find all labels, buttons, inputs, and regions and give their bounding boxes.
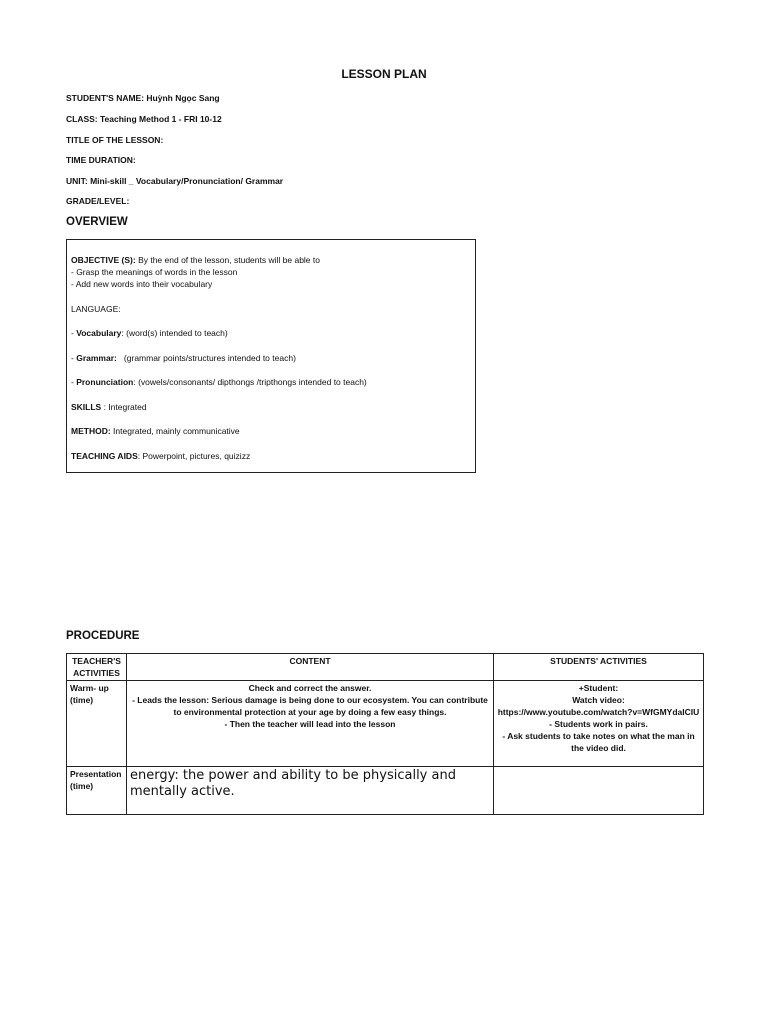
header-content: CONTENT [127, 654, 494, 681]
content-cell [127, 681, 494, 767]
content-line: energy: the power and ability to be physically and mentally active. [130, 768, 456, 799]
method-label: METHOD: [71, 426, 111, 436]
stage-cell [67, 767, 127, 815]
procedure-header-row [67, 654, 704, 681]
content-cell [127, 767, 494, 815]
students-line: Watch video: [572, 695, 625, 705]
students-line: - Ask students to take notes on what the man in the video did. [502, 731, 695, 753]
pronunciation-line [71, 376, 471, 388]
class-field: CLASS: Teaching Method 1 - FRI 10-12 [66, 114, 222, 124]
students-line: - Students work in pairs. [549, 719, 648, 729]
stage-time: (time) [70, 695, 94, 705]
stage-time: (time) [70, 781, 94, 791]
overview-box [66, 239, 476, 473]
teaching-aids-label: TEACHING AIDS [71, 450, 138, 461]
content-line: Check and correct the answer. [248, 683, 372, 693]
grade-level-field: GRADE/LEVEL: [66, 196, 130, 206]
method-line [71, 425, 471, 437]
content-line: - Leads the lesson: Serious damage is being done to our ecosystem. You can contribute to environmental protection at your age by doing a few easy things. [132, 695, 488, 717]
grammar-label: Grammar: [76, 352, 117, 363]
objective-line [71, 254, 471, 266]
objective-item: - Grasp the meanings of words in the lesson [71, 267, 238, 277]
page-title: LESSON PLAN [341, 67, 427, 81]
skills-text: : Integrated [101, 401, 147, 412]
pronunciation-label: Pronunciation [76, 377, 134, 387]
vocabulary-prefix: - [71, 328, 77, 338]
pronunciation-text: : (vowels/consonants/ dipthongs /tripthongs intended to teach) [133, 377, 367, 387]
vocabulary-line [71, 327, 471, 339]
language-label: LANGUAGE: [71, 303, 121, 314]
stage-cell [67, 681, 127, 767]
grammar-text: (grammar points/structures intended to teach) [116, 352, 296, 363]
stage-name: Warm- up [70, 683, 109, 693]
header-students-activities: STUDENTS' ACTIVITIES [494, 654, 704, 681]
students-cell [494, 767, 704, 815]
skills-label: SKILLS [71, 401, 102, 412]
method-text: Integrated, mainly communicative [110, 426, 240, 436]
vocabulary-label: Vocabulary [76, 328, 122, 338]
procedure-heading: PROCEDURE [66, 630, 140, 642]
video-link[interactable]: https://www.youtube.com/watch?v=WfGMYdaICIU [497, 707, 700, 717]
objective-label: OBJECTIVE (S): [71, 255, 136, 265]
grammar-line [71, 352, 471, 364]
vocabulary-text: : (word(s) intended to teach) [121, 328, 228, 338]
table-row [67, 681, 704, 767]
pronunciation-prefix: - [71, 377, 77, 387]
lesson-title-field: TITLE OF THE LESSON: [66, 135, 164, 145]
objective-text: By the end of the lesson, students will be able to [135, 255, 320, 265]
unit-field: UNIT: Mini-skill _ Vocabulary/Pronunciation/ Grammar [66, 176, 284, 186]
students-line: +Student: [578, 683, 619, 693]
overview-heading: OVERVIEW [66, 216, 128, 228]
skills-line [71, 401, 471, 413]
stage-name: Presentation [70, 769, 122, 779]
student-name-field: STUDENT'S NAME: Huỳnh Ngọc Sang [66, 93, 220, 103]
time-duration-field: TIME DURATION: [66, 155, 136, 165]
objective-item: - Add new words into their vocabulary [71, 279, 213, 289]
procedure-table [66, 653, 704, 815]
grammar-prefix: - [71, 352, 77, 363]
students-cell [494, 681, 704, 767]
content-line: - Then the teacher will lead into the lesson [224, 719, 396, 729]
teaching-aids-line [71, 450, 471, 462]
teaching-aids-text: : Powerpoint, pictures, quizizz [137, 450, 251, 461]
table-row [67, 767, 704, 815]
header-teacher-activities: TEACHER'S ACTIVITIES [67, 654, 127, 681]
